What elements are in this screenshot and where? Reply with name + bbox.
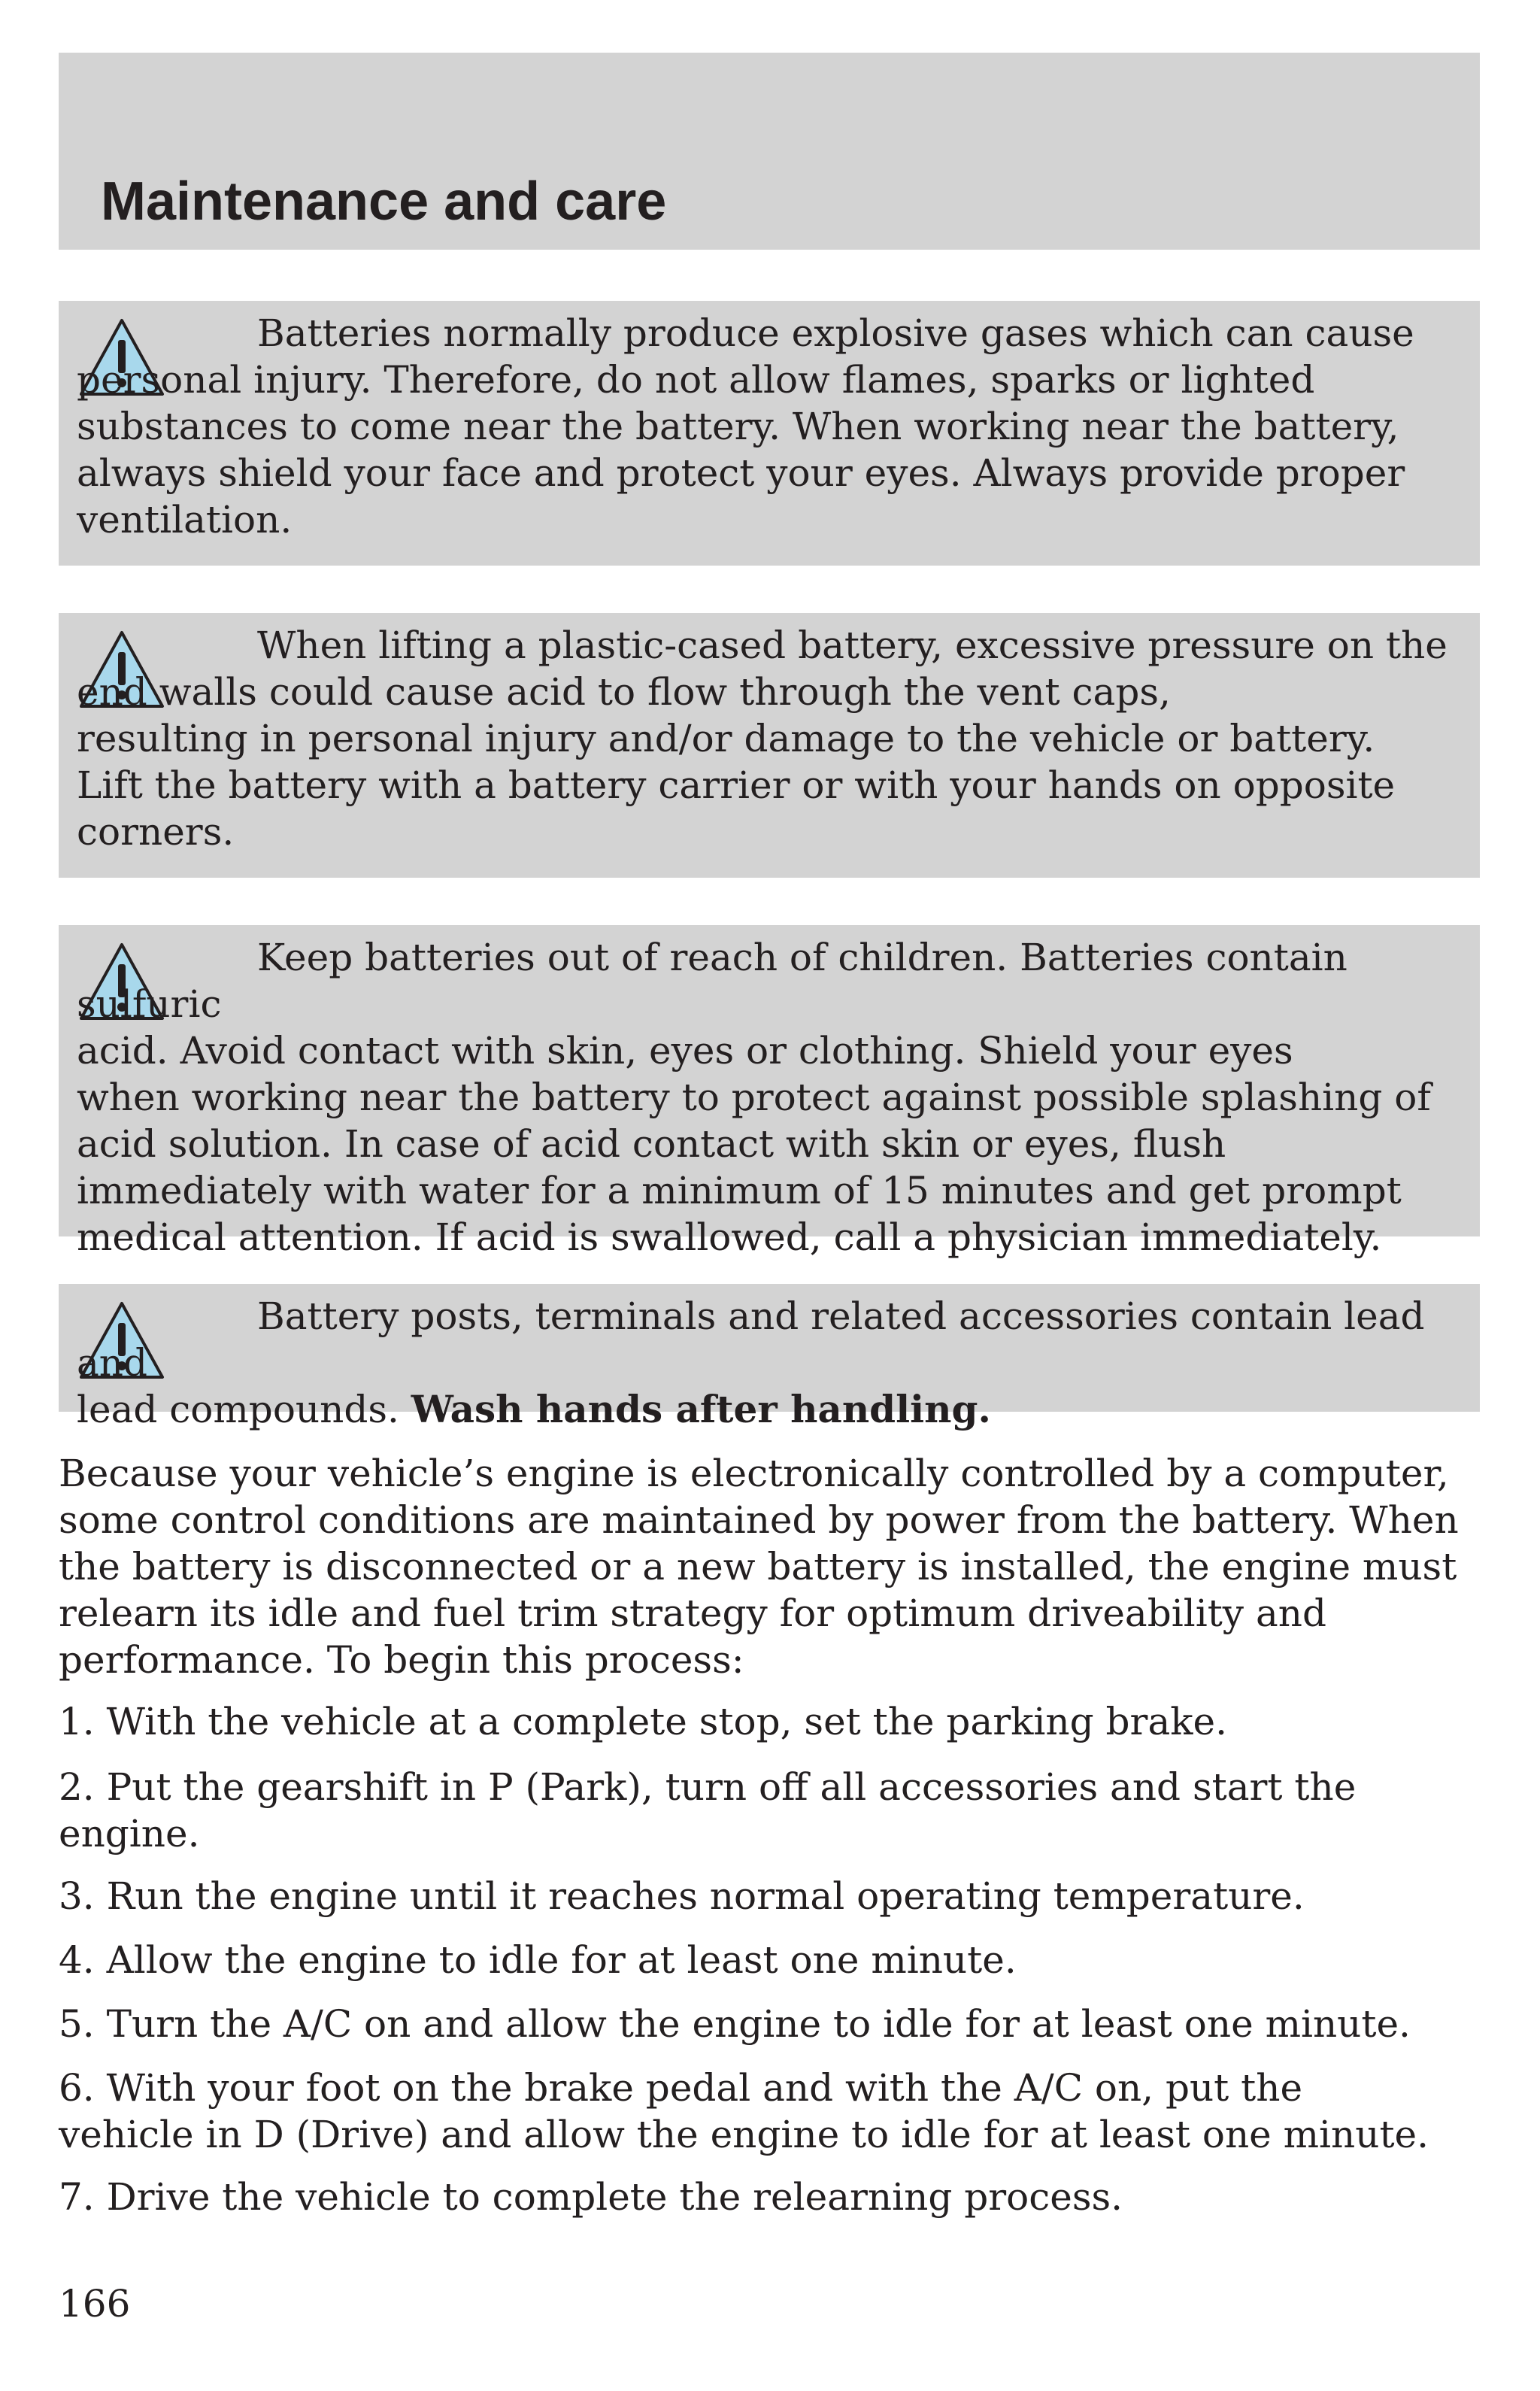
section-header [59,53,1480,250]
warning-text-plain: Battery posts, terminals and related accessories contain lead and lead compounds. [77,1294,1425,1431]
warning-box-lead-compounds [59,1284,1480,1431]
step-item: 2. Put the gearshift in P (Park), turn off all accessories and start the engine. [59,1765,1357,1855]
intro-paragraph: Because your vehicle’s engine is electronically controlled by a computer, some control conditions are maintained by power from the battery. When the battery is disconnected or a new battery is installed, the engine must relearn its idle and fuel trim strategy for optimum driveability and performance. To begin this process: [59,1452,1459,1682]
section-title: Maintenance and care [101,171,667,232]
warning-text: When lifting a plastic-cased battery, excessive pressure on the end walls could cause acid to flow through the vent caps, resulting in personal injury and/or damage to the vehicle or battery. Lift the battery with a battery carrier or with your hands on opposite corners. [77,624,1448,854]
warning-text [77,1293,1460,1433]
warning-text-bold: Wash hands after handling. [411,1387,991,1431]
step-item: 7. Drive the vehicle to complete the relearning process. [59,2175,1123,2219]
step-item: 6. With your foot on the brake pedal and with the A/C on, put the vehicle in D (Drive) and allow the engine to idle for at least one minute. [59,2066,1429,2156]
warning-text: Keep batteries out of reach of children. Batteries contain sulfuric acid. Avoid contact with skin, eyes or clothing. Shield your eyes when working near the battery to protect against possible splashing of acid solution. In case of acid contact with skin or eyes, flush immediately with water for a minimum of 15 minutes and get prompt medical attention. If acid is swallowed, call a physician immediately. [77,936,1431,1259]
step-item: 4. Allow the engine to idle for at least one minute. [59,1938,1017,1982]
step-item: 5. Turn the A/C on and allow the engine to idle for at least one minute. [59,2002,1411,2046]
warning-box-explosive-gases [59,301,1480,566]
warning-box-keep-from-children [59,925,1480,1259]
warning-text: Batteries normally produce explosive gases which can cause personal injury. Therefore, do not allow flames, sparks or lighted substances to come near the battery. When working near the battery, always shield your face and protect your eyes. Always provide proper ventilation. [77,311,1414,542]
step-item: 1. With the vehicle at a complete stop, set the parking brake. [59,1700,1228,1743]
warning-box-lifting-battery [59,613,1480,878]
step-item: 3. Run the engine until it reaches normal operating temperature. [59,1874,1305,1918]
page-number: 166 [59,2282,131,2326]
